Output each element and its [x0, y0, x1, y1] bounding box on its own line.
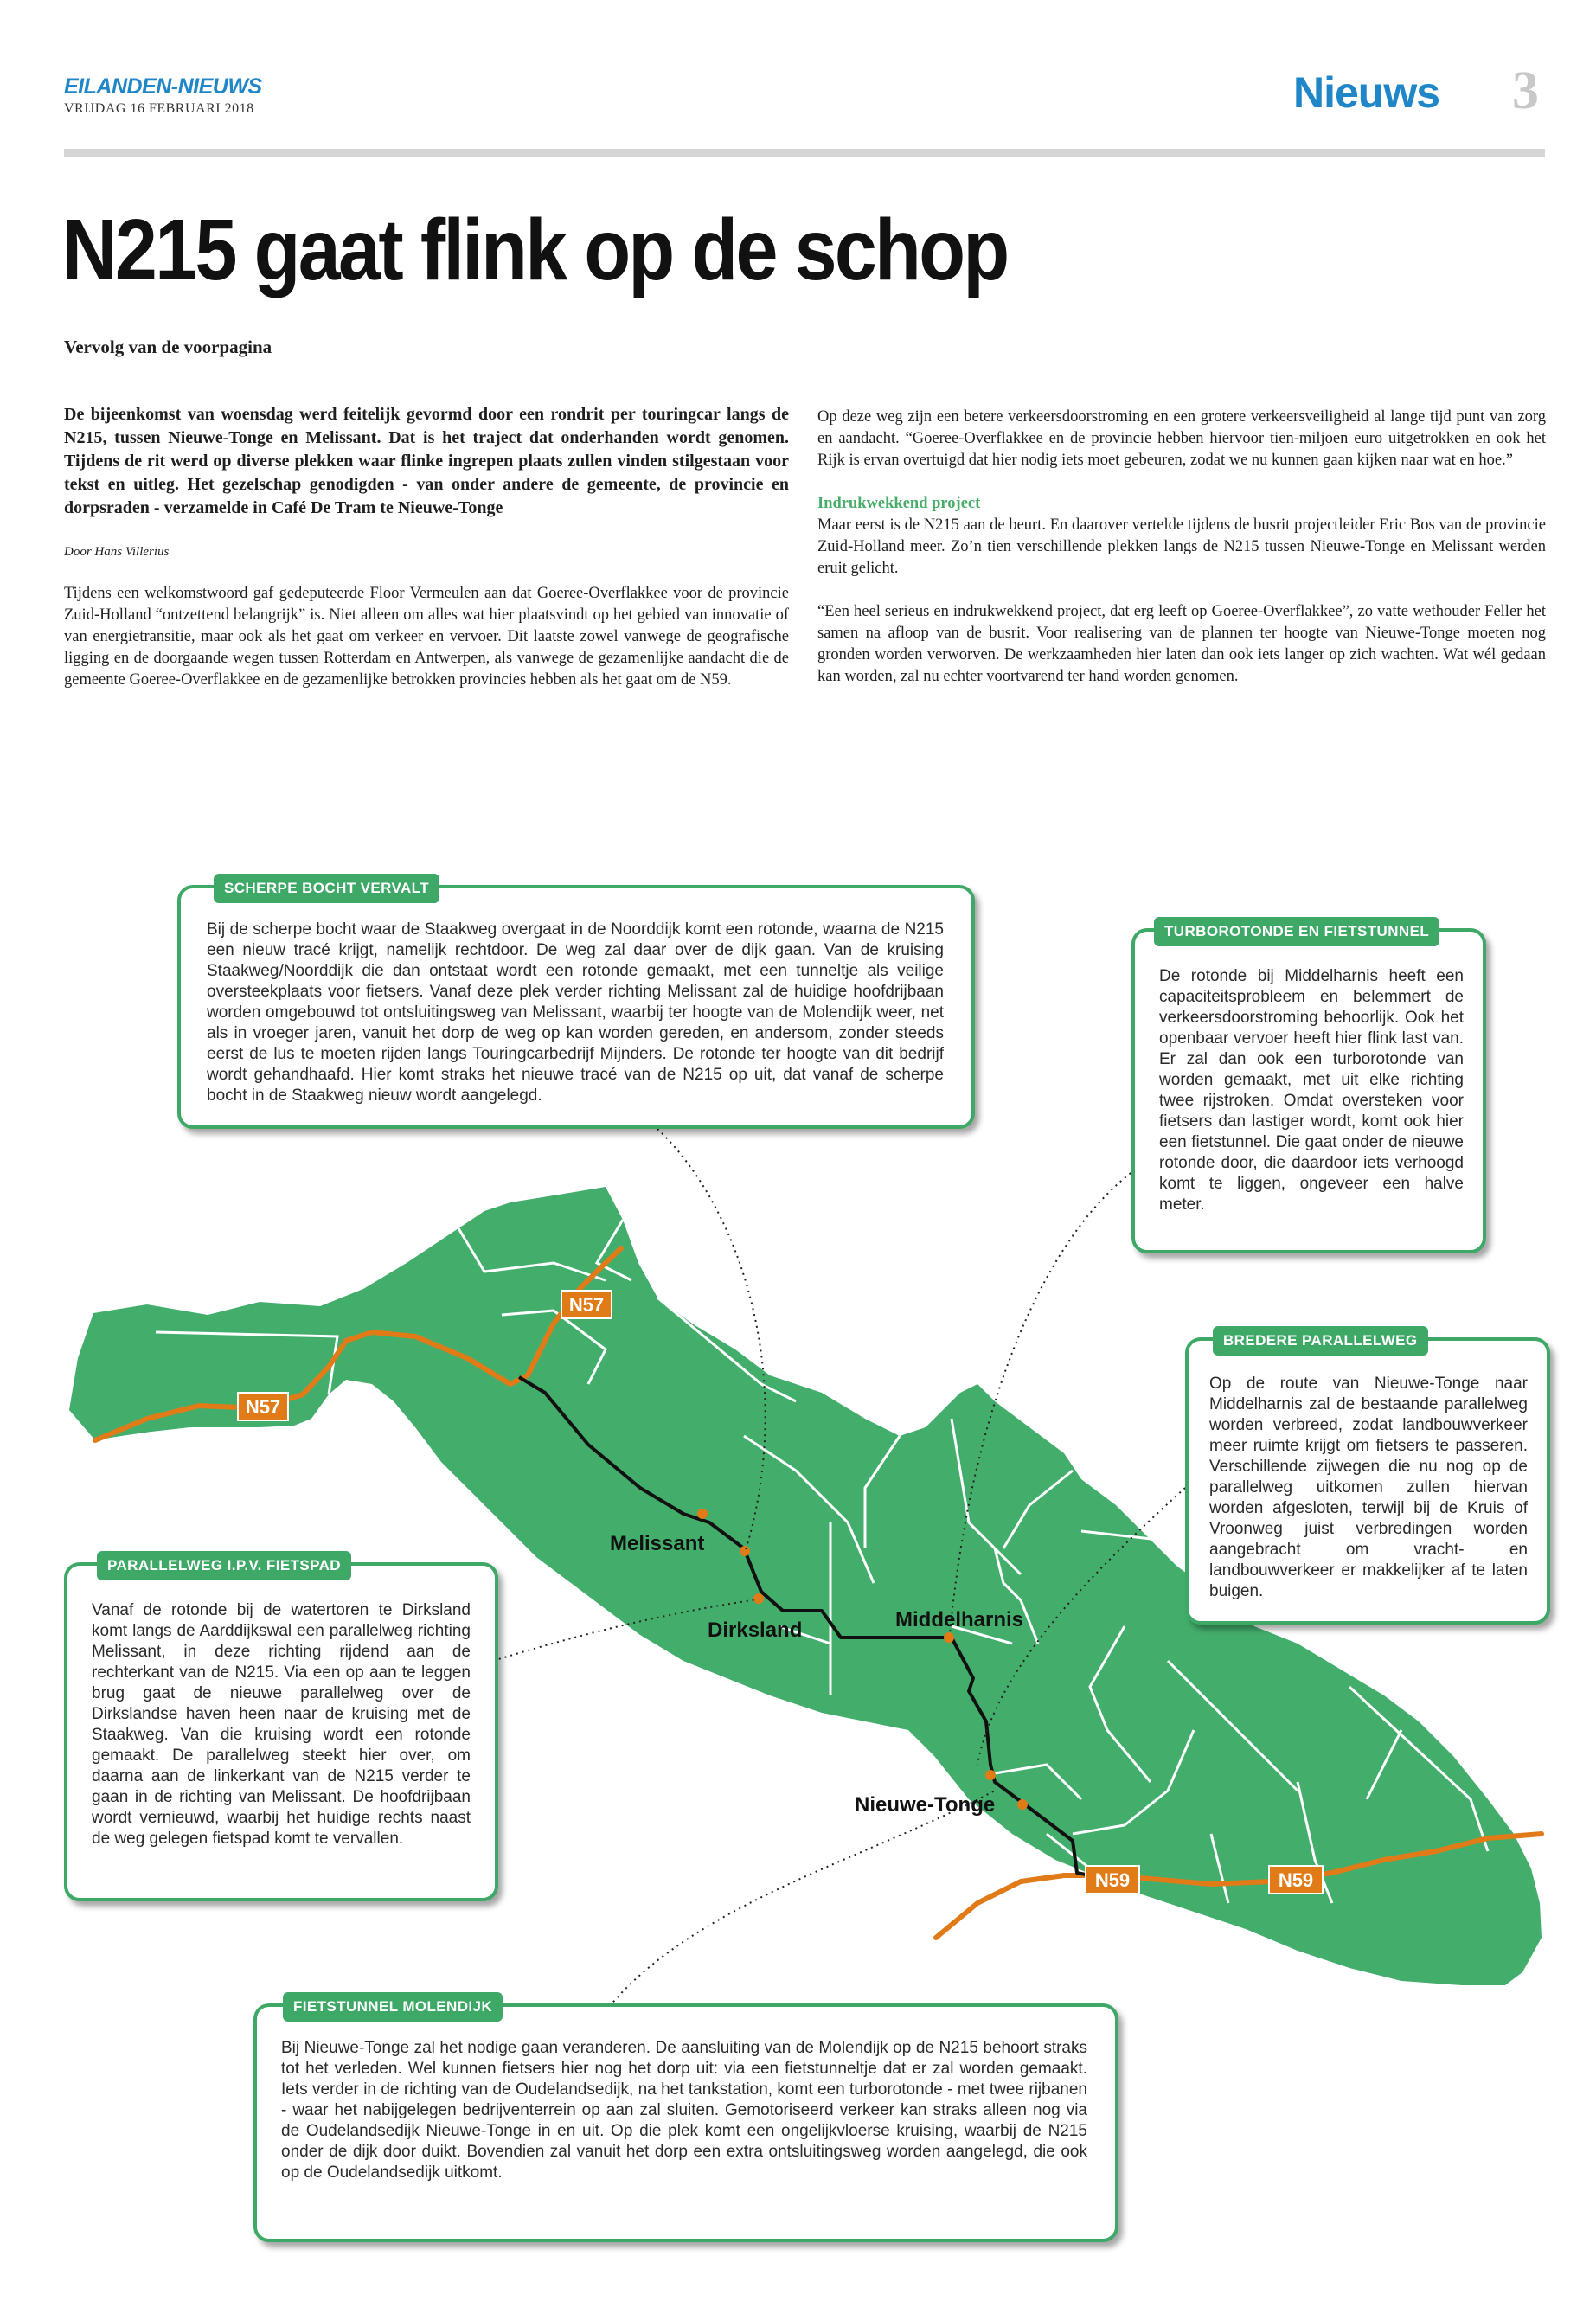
byline: Door Hans Villerius — [64, 545, 170, 559]
masthead-logo: EILANDEN-NIEUWS — [64, 74, 262, 99]
callout-title: FIETSTUNNEL MOLENDIJK — [283, 1992, 503, 2022]
place-melissant: Melissant — [610, 1532, 705, 1555]
intertitle: Indrukwekkend project — [817, 495, 981, 512]
callout-text: Op de route van Nieuwe-Tonge naar Middelharnis zal de bestaande parallelweg worden verbreed, zodat landbouwverkeer meer ruimte krijgt om fietsers te passeren. Verschillende zijwegen die nu nog op de parallelweg uitkomen zullen hiervan worden afgesloten, terwijl bij de Kruis of Vroonweg juist verbredingen worden aangebracht om vracht- en landbouwverkeer er makkelijker af te laten buigen. — [1209, 1375, 1528, 1600]
n57-badge-west — [238, 1393, 288, 1420]
article-lead: De bijeenkomst van woensdag werd feitelijk gevormd door een rondrit per touringcar langs de N215, tussen Nieuwe-Tonge en Melissant. Dat is het traject dat onderhanden wordt genomen. Tijdens de rit werd op diverse plekken waar flinke ingrepen plaats zullen vinden stilgestaan voor tekst en uitleg. Het gezelschap genodigden - van onder andere de gemeente, de provincie en dorpsraden - verzamelde in Café De Tram te Nieuwe-Tonge — [64, 405, 789, 517]
callout-title: BREDERE PARALLELWEG — [1213, 1326, 1428, 1356]
callout-parallelweg-fietspad — [64, 1557, 498, 1901]
road-label: N57 — [245, 1396, 281, 1418]
place-dirksland: Dirksland — [708, 1618, 803, 1642]
masthead-date: VRIJDAG 16 FEBRUARI 2018 — [64, 101, 254, 116]
headline: N215 gaat flink op de schop — [62, 202, 1008, 298]
n59-badge-east — [1269, 1866, 1323, 1894]
section-label: Nieuws — [1293, 68, 1440, 117]
callout-fietstunnel-molendijk — [253, 1998, 1118, 2242]
place-middelharnis: Middelharnis — [895, 1608, 1024, 1631]
road-label: N57 — [568, 1294, 605, 1316]
n57-badge-north — [561, 1291, 612, 1318]
callout-title: PARALLELWEG I.P.V. FIETSPAD — [97, 1551, 351, 1580]
callout-text: Bij de scherpe bocht waar de Staakweg overgaat in de Noorddijk komt een rotonde, waarna de N215 een nieuw tracé krijgt, namelijk rechtdoor. De weg zal daar over de dijk gaan. Van de kruising Staakweg/Noorddijk die dan ontstaat wordt een rotonde gemaakt, met een tunneltje als veilige oversteekplaats voor fietsers. Vanaf deze plek verder richting Melissant zal de huidige hoofdrijbaan worden omgebouwd tot ontsluitingsweg van Melissant, waarbij ter hoogte van de Molendijk weer, net als in vroeger jaren, vanuit het dorp de weg op kan worden gereden, en andersom, zonder steeds eerst de lus te moeten rijden langs Touringcarbedrijf Mijnders. De rotonde ter hoogte van dit bedrijf wordt gehandhaafd. Hier komt straks het nieuwe tracé van de N215 op uit, dat vanaf de scherpe bocht in de Staakweg nieuw wordt aangelegd. — [207, 920, 944, 1105]
callout-turborotonde — [1131, 923, 1486, 1253]
road-label: N59 — [1094, 1869, 1131, 1891]
paragraph: Maar eerst is de N215 aan de beurt. En daarover vertelde tijdens de busrit projectleider Eric Bos van de provincie Zuid-Holland meer. Zo’n tien verschillende plekken langs de N215 tussen Nieuwe-Tonge en Melissant werden eruit gelicht. — [817, 516, 1546, 577]
callout-text: Vanaf de rotonde bij de watertoren te Dirksland komt langs de Aarddijkswal een parallelweg richting Melissant, in deze richting rijdend aan de rechterkant van de N215. Via een op aan te leggen brug gaat de nieuwe parallelweg over de Dirkslandse haven heen naar de kruising met de Staakweg. Van die kruising wordt een rotonde gemaakt. De parallelweg steekt hier over, om daarna aan de linkerkant van de N215 verder te gaan in de richting van Melissant. De hoofdrijbaan wordt vernieuwd, waarbij het huidige rechts naast de weg gelegen fietspad komt te vervallen. — [92, 1601, 471, 1848]
callout-title: SCHERPE BOCHT VERVALT — [214, 874, 439, 903]
callout-text: De rotonde bij Middelharnis heeft een capaciteitsprobleem en belemmert de verkeersdoorstroming behoorlijk. Ook het openbaar vervoer heeft hier flink last van. Er zal dan ook een turborotonde van worden gemaakt, met uit elke richting twee rijstroken. Omdat oversteken voor fietsers dan lastiger wordt, komt ook hier een fietstunnel. Die gaat onder de nieuwe rotonde door, die daardoor iets verhoogd komt te liggen, ongeveer een halve meter. — [1159, 967, 1464, 1214]
paragraph: Op deze weg zijn een betere verkeersdoorstroming en een grotere verkeersveiligheid al lange tijd punt van zorg en aandacht. “Goeree-Overflakkee en de provincie hebben hiervoor tien-miljoen euro uitgetrokken en ook het Rijk is ervan overtuigd dat hier nodig iets moet gebeuren, zodat we nu kunnen gaan kijken naar wat en hoe.” — [817, 408, 1546, 469]
subhead: Vervolg van de voorpagina — [64, 336, 272, 357]
callout-title: TURBOROTONDE EN FIETSTUNNEL — [1154, 917, 1439, 946]
place-nieuwe-tonge: Nieuwe-Tonge — [855, 1793, 996, 1817]
n59-badge-middle — [1086, 1866, 1139, 1894]
page-number: 3 — [1512, 61, 1539, 120]
callout-scherpe-bocht — [177, 880, 975, 1129]
callout-text: Bij Nieuwe-Tonge zal het nodige gaan veranderen. De aansluiting van de Molendijk op de N215 behoort straks tot het verleden. Wel kunnen fietsers hier nog het dorp uit: via een fietstunneltje dat er zal worden gemaakt. Iets verder in de richting van de Oudelandsedijk, na het tankstation, komt een turborotonde - met twee rijbanen - waar het nabijgelegen bedrijventerrein op aan zal sluiten. Gemotoriseerd verkeer kan straks alleen nog via de Oudelandsedijk Nieuwe-Tonge in en uit. Op die plek komt een ongelijkvloerse kruising, waarbij de N215 onder de dijk door duikt. Bovendien zal vanuit het dorp een extra ontsluitingsweg worden aangelegd, die ook op de Oudelandsedijk uitkomt. — [281, 2039, 1087, 2182]
road-label: N59 — [1278, 1869, 1314, 1891]
callout-bredere-parallelweg — [1185, 1332, 1550, 1625]
paragraph: Tijdens een welkomstwoord gaf gedeputeerde Floor Vermeulen aan dat Goeree-Overflakkee voor de provincie Zuid-Holland “ontzettend belangrijk” is. Niet alleen om alles wat hier plaatsvindt op het gebied van innovatie of van energietransitie, maar ook als het gaat om verkeer en vervoer. Dit laatste zowel vanwege de geografische ligging en de doorgaande wegen tussen Rotterdam en Antwerpen, als vanwege de gezamenlijke aandacht die de gemeente Goeree-Overflakkee en de gezamenlijke betrokken provincies hebben als het gaat om de N59. — [64, 585, 789, 689]
paragraph: “Een heel serieus en indrukwekkend project, dat erg leeft op Goeree-Overflakkee”, zo vatte wethouder Feller het samen na afloop van de busrit. Voor realisering van de plannen ter hoogte van Nieuwe-Tonge moeten nog gronden worden verworven. De werkzaamheden hier laten dan ook iets langer op zich wachten. Wat wél gedaan kan worden, zal nu echter voortvarend ter hand worden genomen. — [817, 603, 1546, 685]
